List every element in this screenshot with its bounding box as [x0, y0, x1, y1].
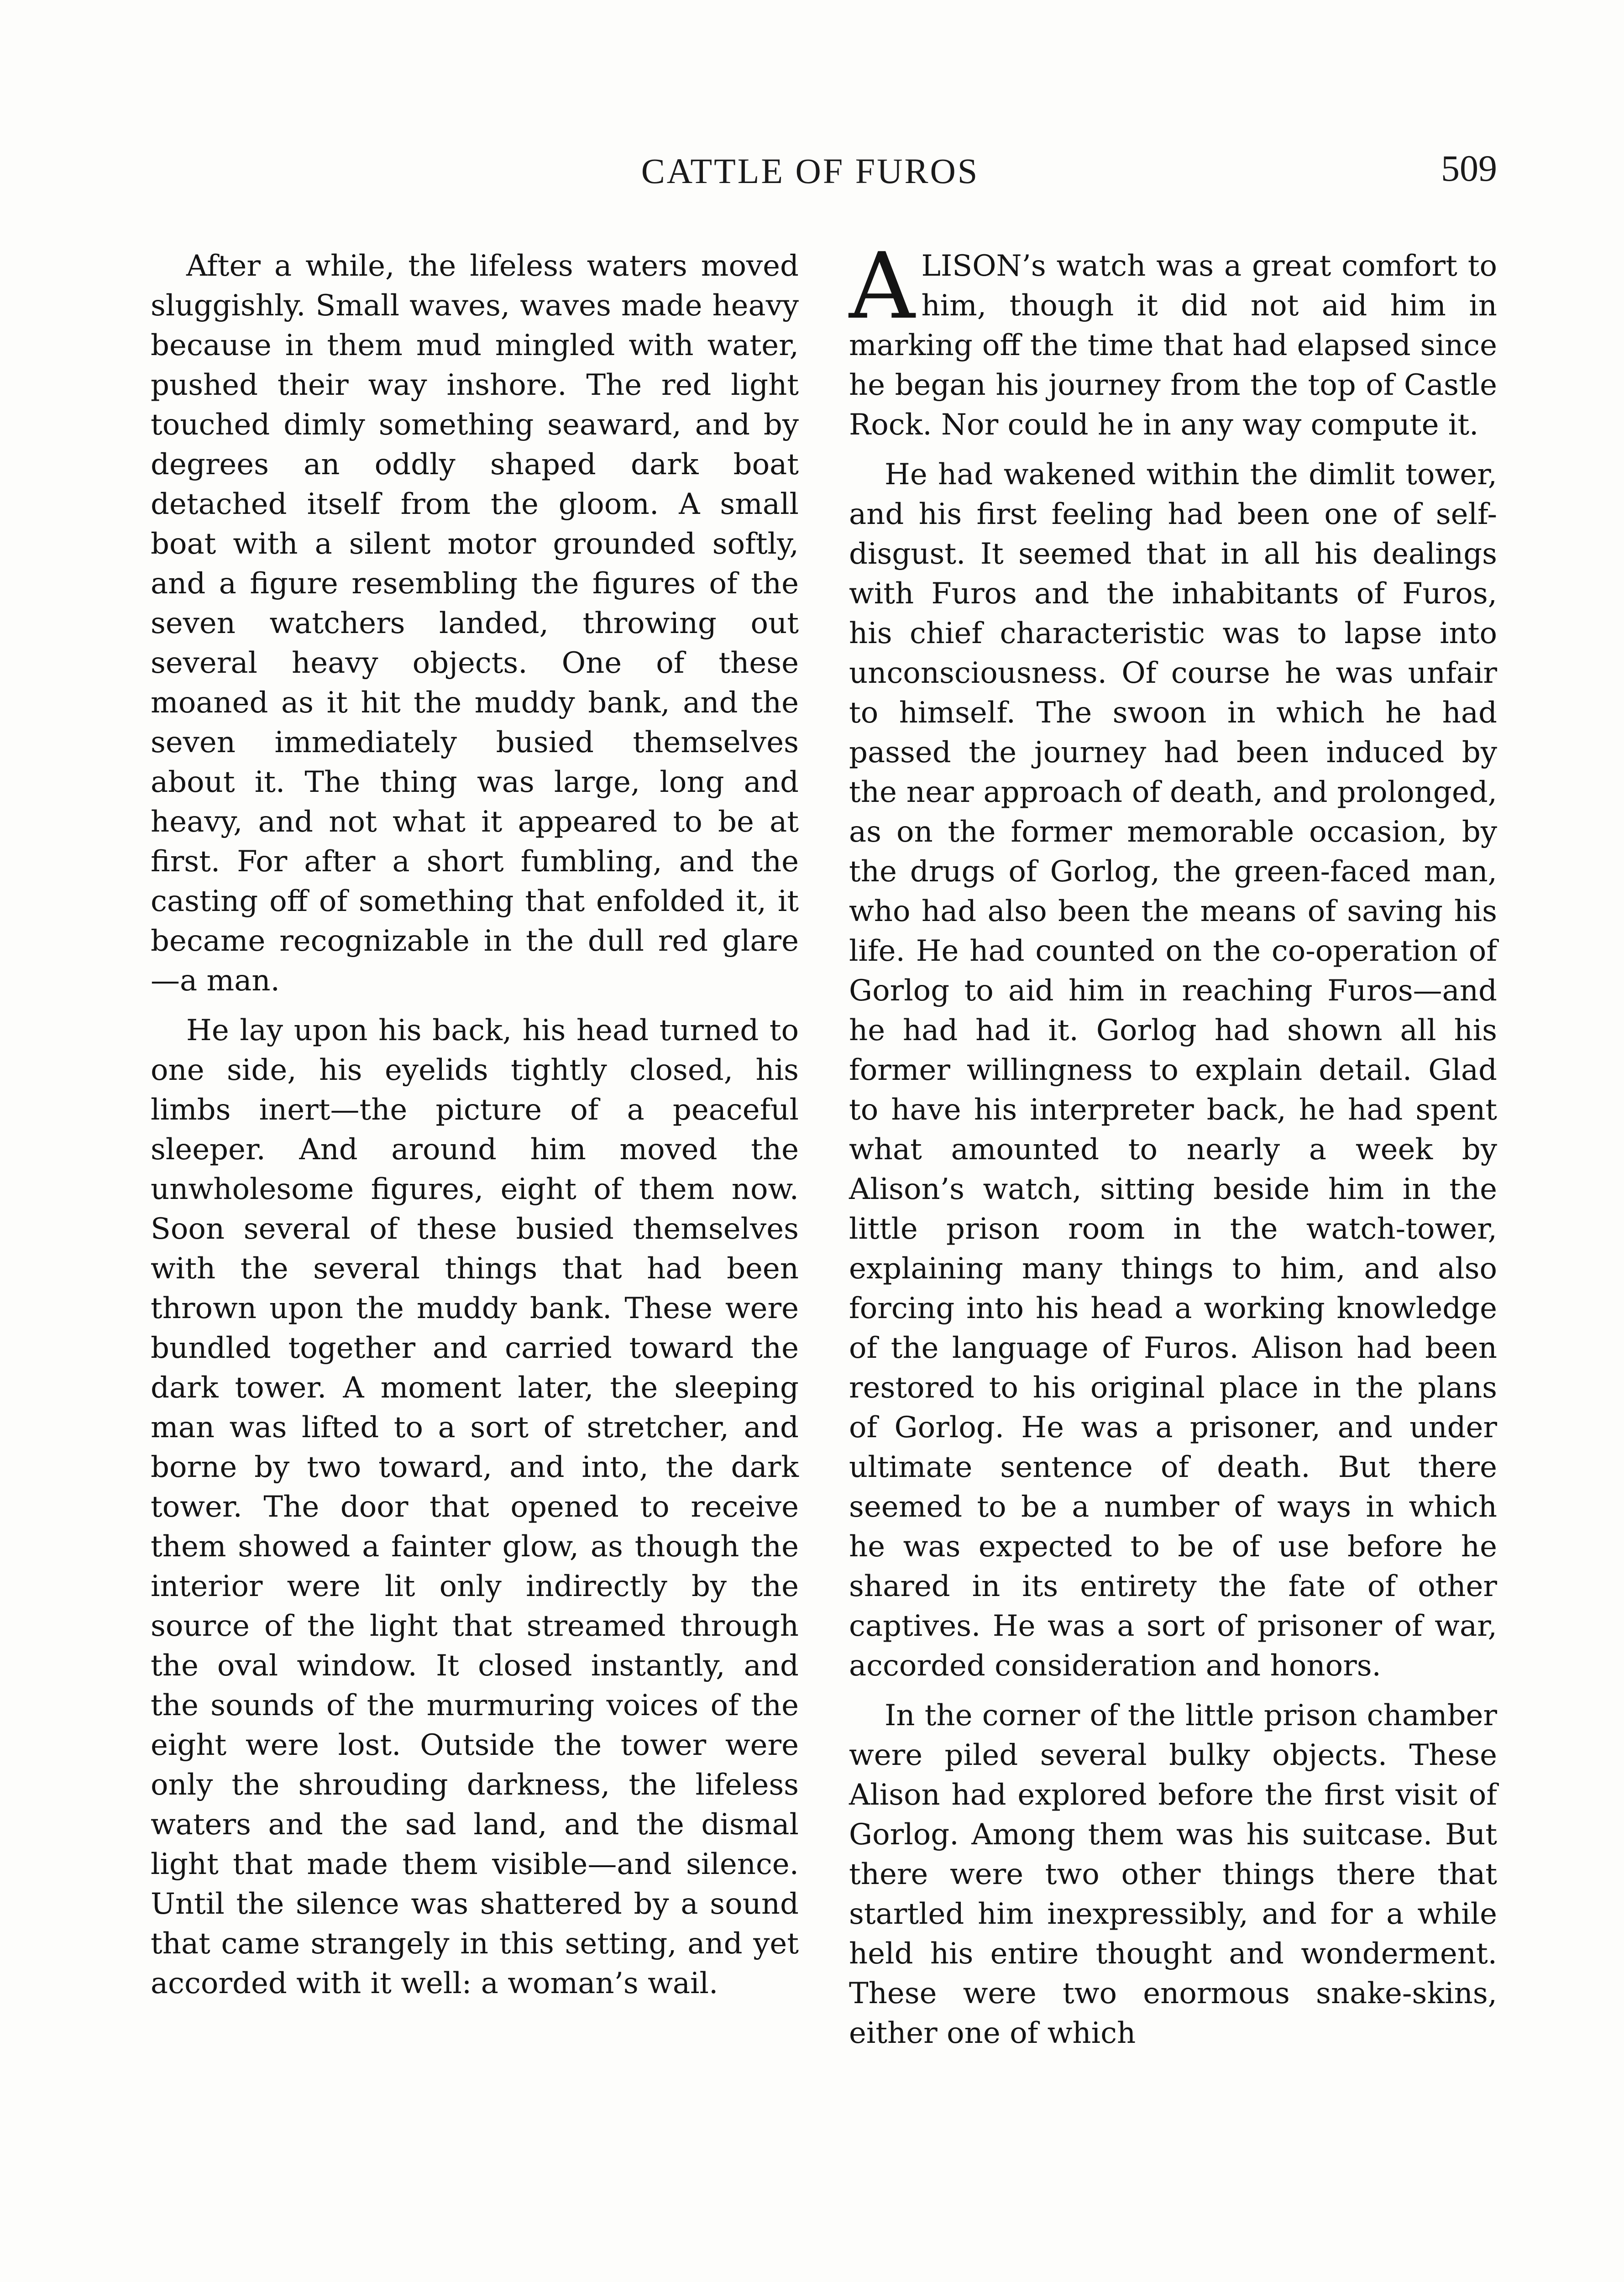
page-number: 509: [1441, 147, 1497, 189]
left-paragraph-2: He lay upon his back, his head turned to one side, his eyelids tightly closed, his limbs inert—the picture of a peaceful sleeper. And around him moved the unwholesome figures, eight of them now. Soon several of these busied themselves with the several things that had been thrown upon the muddy bank. These were bundled together and carried toward the dark tower. A moment later, the sleeping man was lifted to a sort of stretcher, and borne by two toward, and into, the dark tower. The door that opened to receive them showed a fainter glow, as though the interior were lit only indirectly by the source of the light that streamed through the oval window. It closed instantly, and the sounds of the murmuring voices of the eight were lost. Outside the tower were only the shrouding darkness, the lifeless waters and the sad land, and the dismal light that made them visible—and silence. Until the silence was shattered by a sound that came strangely in this setting, and yet accorded with it well: a woman’s wail.: [151, 1014, 799, 2000]
running-header: [0, 141, 1624, 196]
right-paragraph-2: He had wakened within the dimlit tower, and his first feeling had been one of self-disgust. It seemed that in all his dealings with Furos and the inhabitants of Furos, his chief characteristic was to lapse into unconsciousness. Of course he was unfair to himself. The swoon in which he had passed the journey had been induced by the near approach of death, and prolonged, as on the former memorable occasion, by the drugs of Gorlog, the green-faced man, who had also been the means of saving his life. He had counted on the co-operation of Gorlog to aid him in reaching Furos—and he had had it. Gorlog had shown all his former willingness to explain detail. Glad to have his interpreter back, he had spent what amounted to nearly a week by Alison’s watch, sitting beside him in the little prison room in the watch-tower, explaining many things to him, and also forcing into his head a working knowledge of the language of Furos. Alison had been restored to his original place in the plans of Gorlog. He was a prisoner, and under ultimate sentence of death. But there seemed to be a number of ways in which he was expected to be of use before he shared in its entirety the fate of other captives. He was a sort of prisoner of war, accorded consideration and honors.: [849, 458, 1497, 1683]
right-paragraph-1: [849, 233, 1497, 445]
right-paragraph-1-text: ’s watch was a great comfort to him, though it did not aid him in marking off the time that had elapsed since he began his journey from the top of Castle Rock. Nor could he in any way compute it.: [849, 249, 1497, 442]
drop-cap: A: [849, 233, 915, 340]
left-paragraph-1: After a while, the lifeless waters moved sluggishly. Small waves, waves made heavy because in them mud mingled with water, pushed their way inshore. The red light touched dimly something seaward, and by degrees an oddly shaped dark boat detached itself from the gloom. A small boat with a silent motor grounded softly, and a figure resembling the figures of the seven watchers landed, throwing out several heavy objects. One of these moaned as it hit the muddy bank, and the seven immediately busied themselves about it. The thing was large, long and heavy, and not what it appeared to be at first. For after a short fumbling, and the casting off of something that enfolded it, it became recognizable in the dull red glare—a man.: [151, 249, 799, 998]
right-paragraph-3: In the corner of the little prison chamber were piled several bulky objects. These Alison had explored before the first visit of Gorlog. Among them was his suitcase. But there were two other things there that startled him inexpressibly, and for a while held his entire thought and wonderment. These were two enormous snake-skins, either one of which: [849, 1699, 1497, 2050]
right-column: [849, 233, 1497, 2063]
running-title: CATTLE OF FUROS: [641, 151, 980, 191]
left-column: [151, 246, 799, 2014]
opening-word: LISON: [921, 249, 1022, 283]
